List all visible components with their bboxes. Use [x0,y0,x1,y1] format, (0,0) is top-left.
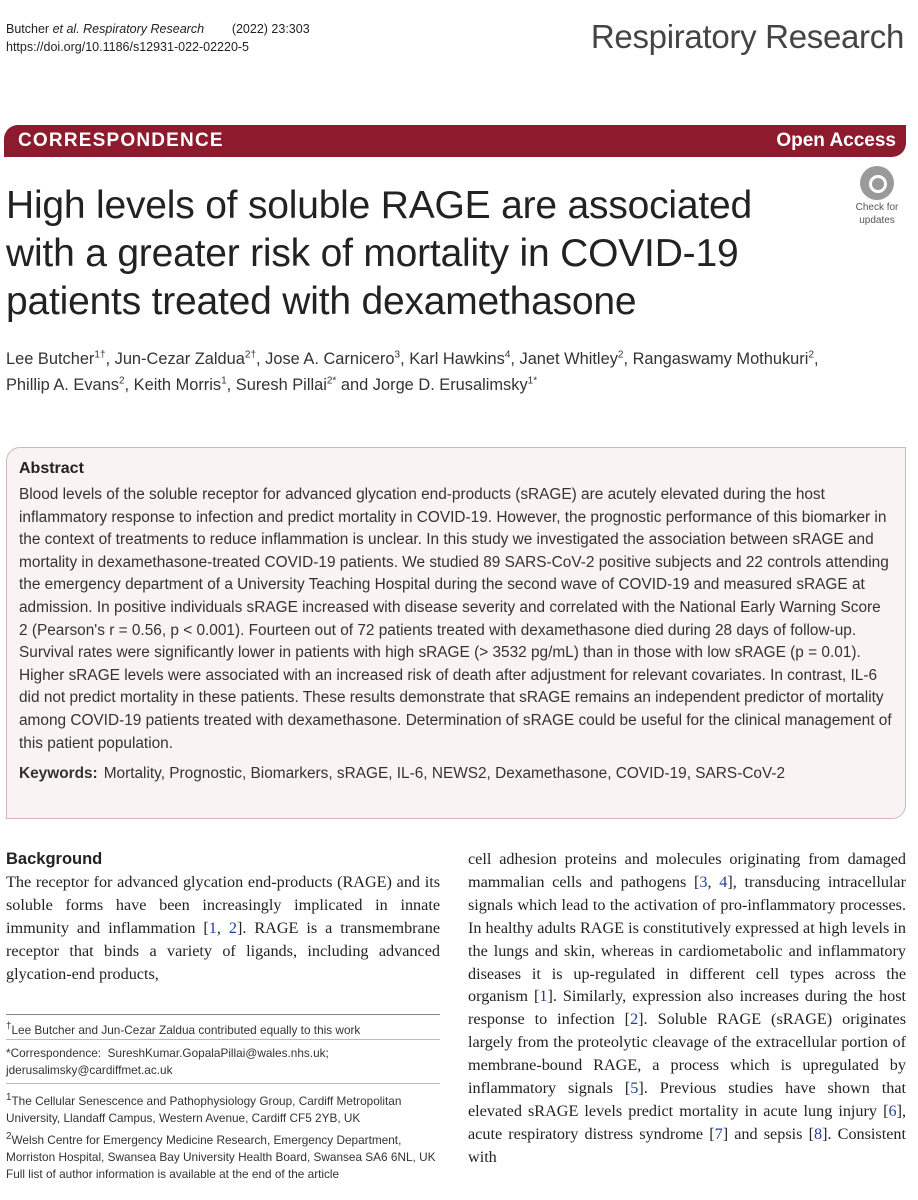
badge-line1: Check for [855,202,899,213]
reference-link[interactable]: 6 [888,1101,897,1120]
author-affiliation-mark: 2 [118,375,125,387]
correspondence-label: *Correspondence: [6,1046,102,1060]
citation-year: (2022) 23:303 [231,22,310,36]
reference-link[interactable]: 4 [719,872,728,891]
open-access-label: Open Access [776,130,896,151]
citation-line [6,22,310,36]
equal-contribution-text: Lee Butcher and Jun-Cezar Zaldua contributed equally to this work [11,1022,361,1037]
keywords [19,765,893,783]
author-name: Rangaswamy Mothukuri [632,350,809,368]
body-text-segment: , [216,918,229,937]
body-text-segment: ]. RAGE is a transmembrane receptor that binds a variety of ligands, including advanced glycation-end products, [6,918,441,983]
body-text-right [468,848,906,1169]
reference-link[interactable]: 2 [228,918,237,937]
footnote-equal-contribution: †Lee Butcher and Jun-Cezar Zaldua contributed equally to this work [6,1021,361,1037]
author-affiliation-mark: 2† [244,349,257,361]
author-name: Suresh Pillai [235,376,327,394]
author-affiliation-mark: 2 [808,349,814,361]
check-updates-icon [860,166,894,200]
badge-line2: updates [859,215,895,226]
citation-journal: et al. Respiratory Research [52,22,205,36]
doi-link[interactable]: https://doi.org/10.1186/s12931-022-02220-5 [6,40,250,54]
author-name: Jose A. Carnicero [265,350,395,368]
author-affiliation-mark: 1 [221,375,227,387]
author-name: Janet Whitley [519,350,618,368]
body-text-segment: ]. Similarly, expression also increases during the host response to infection [ [468,987,906,1029]
reference-link[interactable]: 1 [208,918,217,937]
author-affiliation-mark: 2* [326,375,337,387]
reference-link[interactable]: 8 [813,1124,823,1143]
body-text-segment: ], acute respiratory distress syndrome [ [468,1101,906,1143]
article-title: High levels of soluble RAGE are associated with a greater risk of mortality in COVID-19 patients treated with dexamethasone [6,184,752,323]
affiliations: $^1$The Cellular Senescence and Pathophysiology Group, Cardiff Metropolitan University, Llandaff Campus, Western Avenue, Cardiff CF5 2YB, UK $^2$Welsh Centre for Emergency Medicine Research, Emergency Department, Morriston Hospital, Swansea Bay University Health Board, Swansea SA6 6NL, UK Full list of author information is available at the end of the article [6,1092,436,1182]
keywords-label: Keywords: [19,765,98,783]
correspondence-note [6,1045,440,1080]
citation-authors: Butcher [6,22,53,36]
body-text-left [6,871,440,986]
author-affiliation-mark: 1* [527,375,538,387]
author-affiliation-mark: 2 [617,349,624,361]
author-name: Phillip A. Evans [6,376,119,394]
body-text-segment: cell adhesion proteins and molecules originating from damaged mammalian cells and pathogens [ [468,850,906,891]
author-list: Lee Butcher$^{1\dagger}$, Jun-Cezar Zaldua$^{2\dagger}$, Jose A. Carnicero$^3$, Karl Hawkins$^4$, Janet Whitley$^2$, Rangaswamy Mothukuri$^2$, Phillip A. Evans$^2$, Keith Morris$^1$, Suresh Pillai$^{2*}$ and Jorge D. Erusalimsky$^{1*}$ [6,349,819,394]
author-affiliation-mark: 4 [504,349,511,361]
reference-link[interactable]: 1 [539,987,548,1006]
abstract-text: Blood levels of the soluble receptor for advanced glycation end-products (sRAGE) are acutely elevated during the host inflammatory response to infection and predict mortality in COVID-19. However, the prognostic performance of this biomarker in the context of treatments to reduce inflammation is unclear. In this study we investigated the association between sRAGE and mortality in dexamethasone-treated COVID-19 patients. We studied 89 SARS-CoV-2 positive subjects and 22 controls attending the emergency department of a University Teaching Hospital during the second wave of COVID-19 and measured sRAGE at admission. In positive individuals sRAGE increased with disease severity and correlated with the National Early Warning Score 2 (Pearson's r = 0.56, p < 0.001). Fourteen out of 72 patients treated with dexamethasone died during 28 days of follow-up. Survival rates were significantly lower in patients with high sRAGE (> 3532 pg/mL) than in those with low sRAGE (p = 0.01). Higher sRAGE levels were associated with an increased risk of death after adjustment for relevant covariates. In contrast, IL-6 did not predict mortality in these patients. These results demonstrate that sRAGE remains an independent predictor of mortality among COVID-19 patients treated with dexamethasone. Determination of sRAGE could be useful for the clinical management of this patient population. [19,486,892,752]
author-name: Karl Hawkins [409,350,505,368]
abstract-heading: Abstract [19,460,84,477]
author-info-note: Full list of author information is available at the end of the article [6,1167,340,1182]
correspondence-email-1[interactable]: SureshKumar.GopalaPillai@wales.nhs.uk; [107,1046,329,1060]
correspondence-email-2[interactable]: jderusalimsky@cardiffmet.ac.uk [6,1063,173,1078]
check-for-updates-button[interactable] [850,166,904,226]
reference-link[interactable]: 7 [714,1124,723,1143]
footnote-divider-2 [6,1039,440,1040]
abstract-box [6,447,906,819]
body-text-segment: ]. Consistent with [468,1124,906,1166]
reference-link[interactable]: 5 [630,1079,639,1098]
body-text-segment: ] and sepsis [ [722,1124,814,1143]
footnote-divider-3 [6,1083,440,1084]
journal-name: Respiratory Research [590,18,904,55]
author-name: Jorge D. Erusalimsky [372,376,528,394]
body-text-segment: ]. Soluble RAGE (sRAGE) originates largely from the proteolytic cleavage of the extracellular portion of membrane-bound RAGE, a process which is upregulated by inflammatory signals [ [468,1010,907,1098]
author-affiliation-mark: 1† [94,349,106,361]
body-text-segment: ]. Previous studies have shown that elevated sRAGE levels predict mortality in acute lung injury [ [468,1079,906,1120]
article-type-band [4,125,906,157]
author-name: Lee Butcher [6,350,95,368]
reference-link[interactable]: 2 [630,1010,639,1029]
affiliation-1: The Cellular Senescence and Pathophysiology Group, Cardiff Metropolitan University, Llandaff Campus, Western Avenue, Cardiff CF5 2YB, UK [6,1093,402,1126]
reference-link[interactable]: 3 [699,872,708,891]
footnote-divider [6,1014,440,1015]
affiliation-2: Welsh Centre for Emergency Medicine Research, Emergency Department, Morriston Hospital, Swansea Bay University Health Board, Swansea SA6 6NL, UK [6,1132,436,1164]
body-text-segment: The receptor for advanced glycation end-products (RAGE) and its soluble forms have been increasingly implicated in innate immunity and inflammation [ [6,873,440,937]
body-text-segment: ], transducing intracellular signals which lead to the activation of pro-inflammatory processes. In healthy adults RAGE is constitutively expressed at high levels in the lungs and skin, whereas in cardiometabolic and inflammatory diseases it is up-regulated in different cell types across the organism [ [468,872,907,1006]
author-name: Keith Morris [133,376,222,394]
section-heading-background: Background [6,850,103,868]
author-name: Jun-Cezar Zaldua [114,350,245,368]
article-type-label: CORRESPONDENCE [18,130,224,151]
author-affiliation-mark: 3 [394,349,401,361]
keywords-list: Mortality, Prognostic, Biomarkers, sRAGE, IL-6, NEWS2, Dexamethasone, COVID-19, SARS-CoV-2 [103,765,786,783]
body-text-segment: , [707,872,720,891]
